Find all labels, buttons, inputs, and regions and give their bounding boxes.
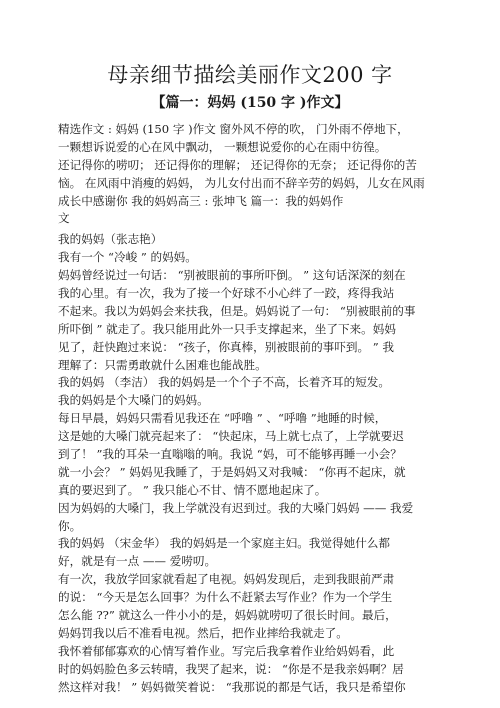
text-line: 到了！ ”我的耳朵一直嗡嗡的响。我说 “妈，可不能够再睡一小会？ bbox=[58, 447, 402, 462]
text-line: 怎么能 ??” 就这么一件小小的是，妈妈就唠叨了很长时间。最后， bbox=[58, 608, 397, 623]
text-line: 还记得你的唠叨； 还记得你的理解； 还记得你的无奈； 还记得你的苦 bbox=[58, 157, 417, 172]
text-line: 理解了：只需勇敢就什么困难也能战胜。 bbox=[58, 357, 267, 372]
text-line: 一颗想诉说爱的心在风中飘动， 一颗想说爱你的心在雨中彷徨。 bbox=[58, 139, 387, 154]
text-line: 真的要迟到了。 ” 我只能心不甘、情不愿地起床了。 bbox=[58, 482, 327, 497]
text-line: 成长中感谢你 我的妈妈高三 : 张坤飞 篇一：我的妈妈作 bbox=[58, 193, 344, 208]
text-line: 我怀着郁郁寡欢的心情写着作业。写完后我拿着作业给妈妈看，此 bbox=[58, 643, 395, 658]
text-line: 精选作文 : 妈妈 (150 字 )作文 窗外风不停的吹， 门外雨不停地下， bbox=[58, 122, 409, 136]
text-line: 然这样对我！ ” 妈妈微笑着说： “我那说的都是气话，我只是希望你 bbox=[58, 679, 406, 694]
text-line: 有一次，我放学回家就看起了电视。妈妈发现后，走到我眼前严肃 bbox=[58, 572, 395, 587]
text-line: 妈妈罚我以后不准看电视。然后，把作业摔给我就走了。 bbox=[58, 625, 348, 640]
text-line: 见了，赶快跑过来说： “孩子，你真棒，别被眼前的事吓到。 ” 我 bbox=[58, 339, 394, 354]
text-line: 妈妈曾经说过一句话： “别被眼前的事所吓倒。 ” 这句话深深的刻在 bbox=[58, 268, 406, 283]
page-title: 母亲细节描绘美丽作文200 字 bbox=[107, 63, 393, 87]
text-line: 你。 bbox=[58, 518, 82, 533]
body-text bbox=[58, 121, 442, 697]
text-line: 每日早晨，妈妈只需看见我还在 “呼噜 ” 、“呼噜 ”地睡的时候， bbox=[58, 411, 387, 426]
section-heading: 【篇一：妈妈 (150 字 )作文】 bbox=[151, 95, 349, 111]
text-line: 不起来。我以为妈妈会来扶我，但是。妈妈说了一句： “别被眼前的事 bbox=[58, 303, 416, 318]
text-line: 恼。 在风雨中消瘦的妈妈， 为儿女付出而不辞辛劳的妈妈，儿女在风雨 bbox=[58, 175, 425, 190]
text-line: 就一小会？ ” 妈妈见我睡了，于是妈妈又对我喊： “你再不起床，就 bbox=[58, 464, 406, 479]
text-line: 我的妈妈 （李洁） 我的妈妈是一个个子不高，长着齐耳的短发。 bbox=[58, 375, 390, 390]
text-line: 我的心里。有一次，我为了接一个好球不小心绊了一跤，疼得我站 bbox=[58, 286, 395, 301]
text-line: 我有一个 “冷峻 ” 的妈妈。 bbox=[58, 250, 197, 265]
text-line: 因为妈妈的大嗓门，我上学就没有迟到过。我的大嗓门妈妈 —— 我爱 bbox=[58, 500, 414, 515]
text-line: 我的妈妈是个大嗓门的妈妈。 bbox=[58, 393, 209, 408]
text-line: 好，就是有一点 —— 爱唠叨。 bbox=[58, 554, 217, 569]
text-line: 这是她的大嗓门就亮起来了： “快起床，马上就七点了，上学就要迟 bbox=[58, 429, 404, 444]
text-line: 的说： “今天是怎么回事？为什么不赶紧去写作业？作为一个学生 bbox=[58, 590, 393, 605]
text-line: 文 bbox=[58, 211, 70, 226]
text-line: 所吓倒 ” 就走了。我只能用此外一只手支撑起来，坐了下来。妈妈 bbox=[58, 321, 396, 336]
text-line: 我的妈妈 （宋金华） 我的妈妈是一个家庭主妇。我觉得她什么都 bbox=[58, 536, 390, 551]
text-line: 我的妈妈（张志艳） bbox=[58, 232, 163, 247]
text-line: 时的妈妈脸色多云转晴，我哭了起来，说： “你是不是我亲妈啊？居 bbox=[58, 661, 404, 676]
